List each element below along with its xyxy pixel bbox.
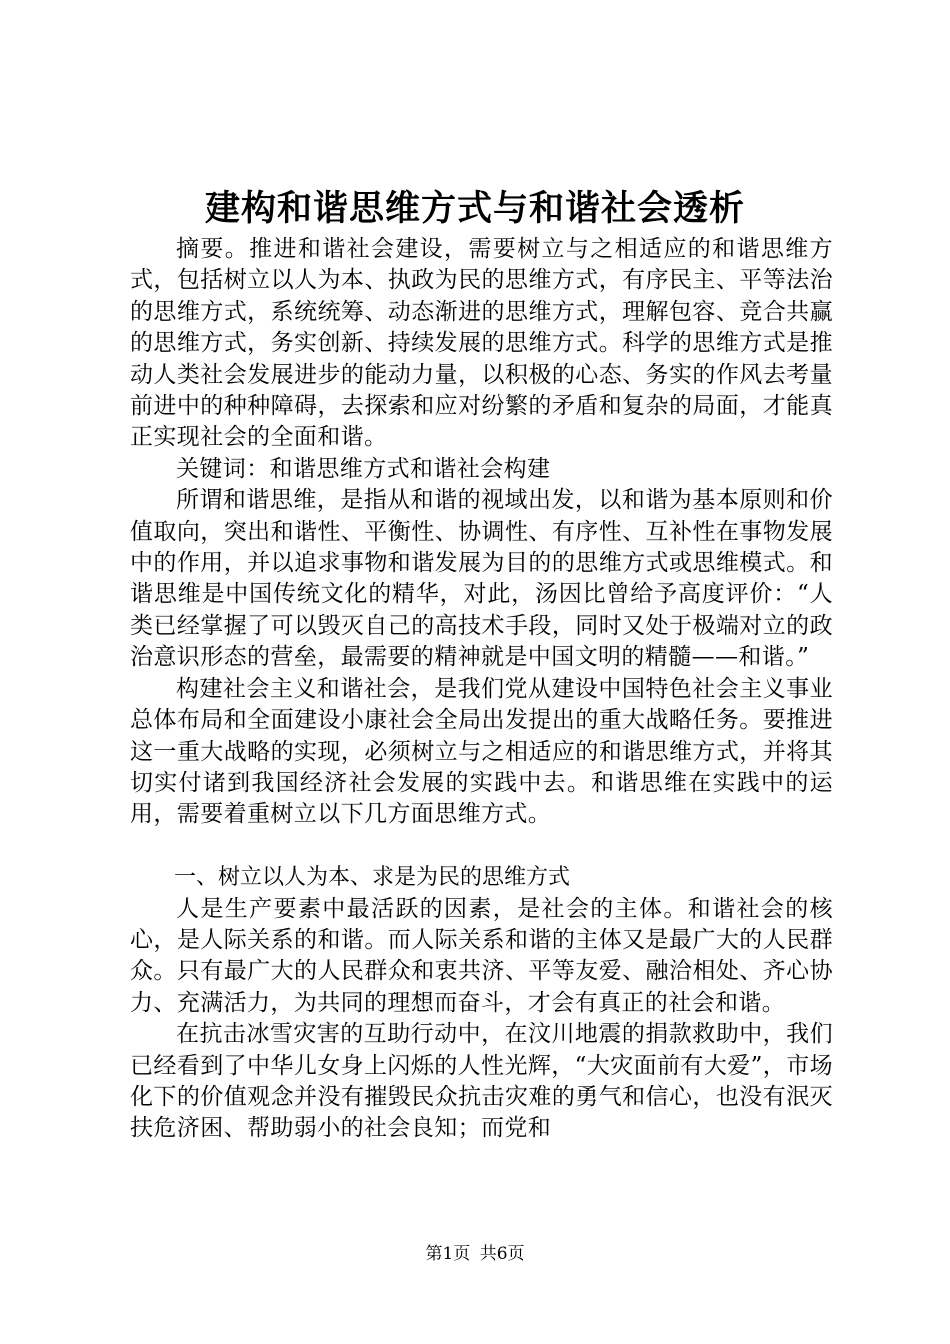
definition-paragraph: 所谓和谐思维，是指从和谐的视域出发，以和谐为基本原则和价值取向，突出和谐性、平衡性、协调性、有序性、互补性在事物发展中的作用，并以追求事物和谐发展为目的的思维方式或思维模式。和谐思维是中国传统文化的精华，对此，汤因比曾给予高度评价：“人类已经掌握了可以毁灭自己的高技术手段，同时又处于极端对立的政治意识形态的营垒，最需要的精神就是中国文明的精髓——和谐。” (130, 487, 833, 671)
page-total: 共6页 (479, 1244, 525, 1264)
section-paragraph: 在抗击冰雪灾害的互助行动中，在汶川地震的捐款救助中，我们已经看到了中华儿女身上闪烁的人性光辉，“大灾面前有大爱”，市场化下的价值观念并没有摧毁民众抗击灾难的勇气和信心，也没有泯灭扶危济困、帮助弱小的社会良知；而党和 (130, 1021, 833, 1142)
document-body (130, 234, 833, 1145)
section-heading: 一、树立以人为本、求是为民的思维方式 (174, 865, 571, 891)
page-number: 第1页 (425, 1244, 471, 1264)
document-title: 建构和谐思维方式与和谐社会透析 (204, 188, 745, 229)
abstract-paragraph: 摘要。推进和谐社会建设，需要树立与之相适应的和谐思维方式，包括树立以人为本、执政为民的思维方式，有序民主、平等法治的思维方式，系统统筹、动态渐进的思维方式，理解包容、竞合共赢的思维方式，务实创新、持续发展的思维方式。科学的思维方式是推动人类社会发展进步的能动力量，以积极的心态、务实的作风去考量前进中的种种障碍，去探索和应对纷繁的矛盾和复杂的局面，才能真正实现社会的全面和谐。 (130, 236, 833, 451)
keywords-paragraph: 关键词：和谐思维方式和谐社会构建 (176, 455, 551, 482)
page-footer (0, 1242, 950, 1266)
intro-paragraph: 构建社会主义和谐社会，是我们党从建设中国特色社会主义事业总体布局和全面建设小康社会全局出发提出的重大战略任务。要推进这一重大战略的实现，必须树立与之相适应的和谐思维方式，并将其切实付诸到我国经济社会发展的实践中去。和谐思维在实践中的运用，需要着重树立以下几方面思维方式。 (130, 675, 833, 828)
section-paragraph: 人是生产要素中最活跃的因素，是社会的主体。和谐社会的核心，是人际关系的和谐。而人际关系和谐的主体又是最广大的人民群众。只有最广大的人民群众和衷共济、平等友爱、融洽相处、齐心协力、充满活力，为共同的理想而奋斗，才会有真正的社会和谐。 (130, 895, 833, 1016)
